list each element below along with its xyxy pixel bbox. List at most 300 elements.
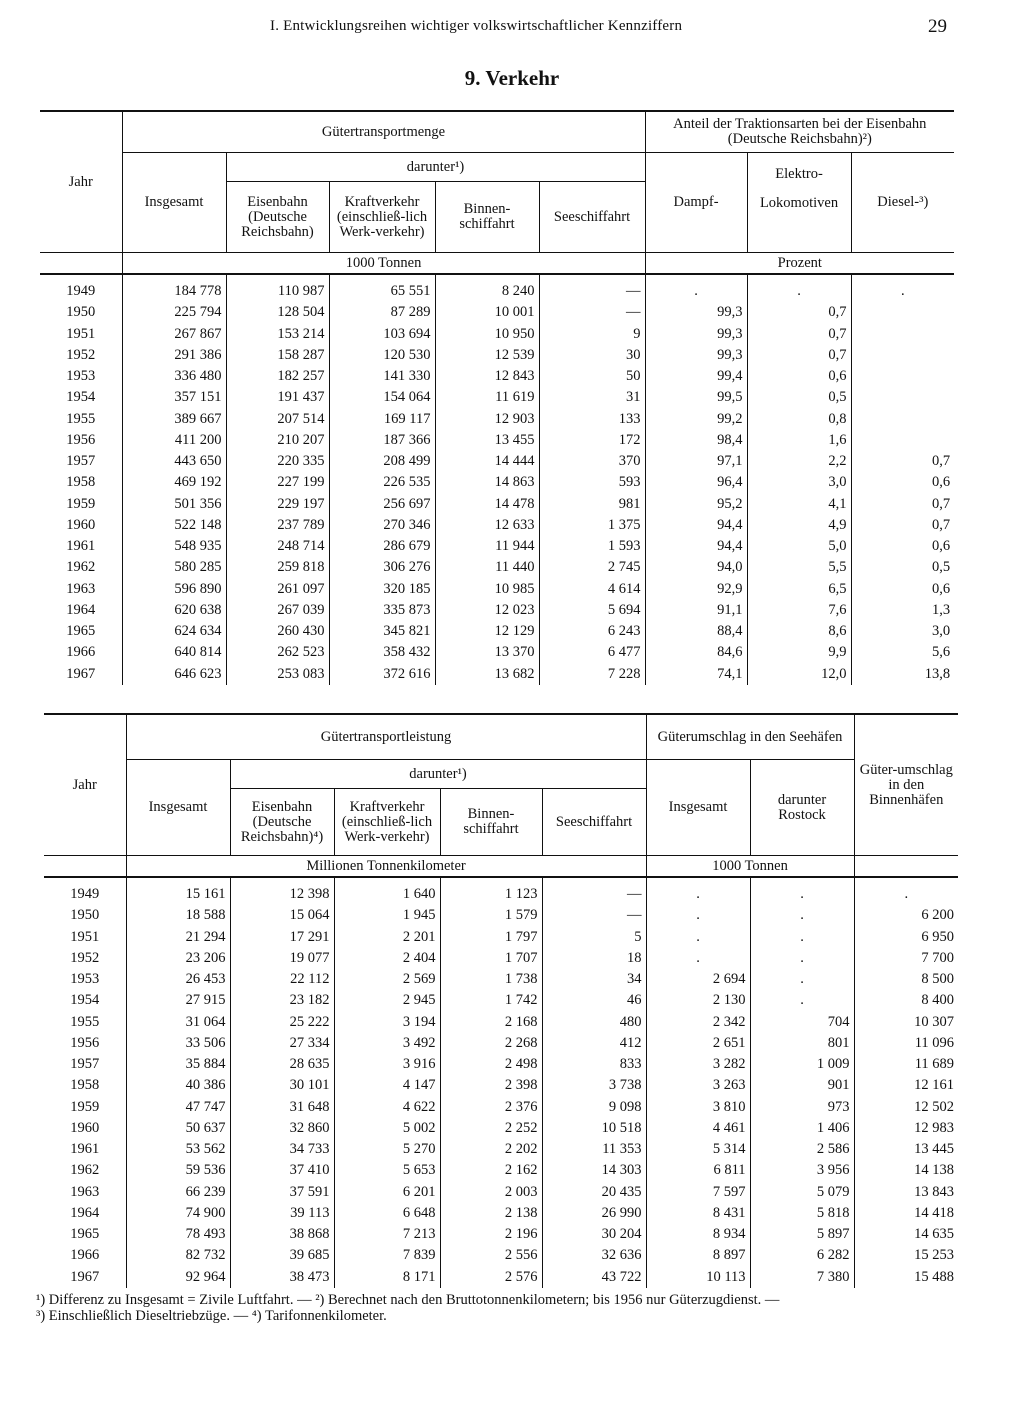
value-cell: 2 138 — [440, 1203, 542, 1224]
table-row — [44, 927, 958, 948]
value-cell: 0,6 — [931, 580, 951, 597]
value-cell: 259 818 — [226, 557, 329, 578]
value-cell: 8 171 — [334, 1267, 440, 1288]
value-cell: 620 638 — [122, 600, 226, 621]
value-cell: 7 380 — [750, 1267, 854, 1288]
value-cell: 38 473 — [230, 1267, 334, 1288]
col-header-diesel: Diesel-³) — [877, 194, 929, 210]
value-cell: 1 797 — [440, 927, 542, 948]
value-cell: 8 400 — [921, 992, 955, 1009]
value-cell: 267 039 — [226, 600, 329, 621]
value-cell: 31 — [539, 387, 645, 408]
value-cell: 12,0 — [747, 664, 851, 685]
unit-label-right: Prozent — [645, 253, 954, 275]
value-cell: 411 200 — [122, 430, 226, 451]
value-cell: 306 276 — [329, 557, 435, 578]
value-cell: 59 536 — [126, 1160, 230, 1181]
value-cell: 33 506 — [126, 1033, 230, 1054]
value-cell: 133 — [539, 409, 645, 430]
col-header-total: Insgesamt — [126, 760, 230, 856]
value-cell: 13 445 — [914, 1141, 955, 1158]
value-cell: 1 738 — [440, 969, 542, 990]
value-cell: 191 437 — [226, 387, 329, 408]
year-cell: 1953 — [44, 969, 126, 990]
value-cell: 335 873 — [329, 600, 435, 621]
value-cell: 580 285 — [122, 557, 226, 578]
value-cell: 3,0 — [747, 472, 851, 493]
value-cell: 0,6 — [931, 538, 951, 555]
year-cell: 1954 — [44, 990, 126, 1011]
value-cell: 32 636 — [542, 1245, 646, 1266]
value-cell: 99,4 — [645, 366, 747, 387]
value-cell: 169 117 — [329, 409, 435, 430]
value-cell: 11 096 — [914, 1034, 955, 1051]
value-cell: 1 707 — [440, 948, 542, 969]
value-cell — [851, 387, 954, 408]
value-cell: 14 138 — [914, 1162, 955, 1179]
table-row — [40, 387, 954, 408]
value-cell: 286 679 — [329, 536, 435, 557]
value-cell: 5 079 — [750, 1182, 854, 1203]
value-cell — [851, 324, 954, 345]
value-cell: 28 635 — [230, 1054, 334, 1075]
value-cell: 480 — [542, 1012, 646, 1033]
value-cell: 27 334 — [230, 1033, 334, 1054]
value-cell: 2 130 — [646, 990, 750, 1011]
value-cell: 261 097 — [226, 579, 329, 600]
value-cell: 94,0 — [645, 557, 747, 578]
value-cell: 20 435 — [542, 1182, 646, 1203]
value-cell: 14 635 — [914, 1226, 955, 1243]
value-cell: 27 915 — [126, 990, 230, 1011]
value-cell: 37 410 — [230, 1160, 334, 1181]
value-cell: 19 077 — [230, 948, 334, 969]
value-cell: 253 083 — [226, 664, 329, 685]
value-cell: . — [646, 927, 750, 948]
value-cell: 207 514 — [226, 409, 329, 430]
value-cell: 10 985 — [435, 579, 539, 600]
value-cell: 2 945 — [334, 990, 440, 1011]
value-cell: 34 733 — [230, 1139, 334, 1160]
value-cell: 13 370 — [435, 642, 539, 663]
table-row — [44, 1182, 958, 1203]
value-cell: 15 064 — [230, 905, 334, 926]
year-cell: 1964 — [40, 600, 122, 621]
value-cell: 2 569 — [334, 969, 440, 990]
value-cell: 443 650 — [122, 451, 226, 472]
value-cell: 640 814 — [122, 642, 226, 663]
value-cell: 14 418 — [914, 1204, 955, 1221]
year-cell: 1965 — [44, 1224, 126, 1245]
value-cell: . — [750, 948, 854, 969]
value-cell: 2 404 — [334, 948, 440, 969]
value-cell: . — [750, 990, 854, 1011]
value-cell: 12 129 — [435, 621, 539, 642]
value-cell: 34 — [542, 969, 646, 990]
value-cell: 13 843 — [914, 1183, 955, 1200]
table-row — [40, 515, 954, 536]
table-row — [40, 536, 954, 557]
value-cell: 18 588 — [126, 905, 230, 926]
value-cell: 7,6 — [747, 600, 851, 621]
value-cell: 99,3 — [645, 324, 747, 345]
value-cell: 14 303 — [542, 1160, 646, 1181]
year-cell: 1949 — [40, 274, 122, 302]
value-cell: 22 112 — [230, 969, 334, 990]
freight-performance-table — [44, 713, 958, 1288]
value-cell: 0,6 — [747, 366, 851, 387]
section-title: 9. Verkehr — [464, 66, 560, 90]
value-cell: 12 502 — [914, 1098, 955, 1115]
value-cell: 5 653 — [334, 1160, 440, 1181]
table-row — [40, 345, 954, 366]
value-cell: 35 884 — [126, 1054, 230, 1075]
value-cell: 50 — [539, 366, 645, 387]
value-cell: 320 185 — [329, 579, 435, 600]
value-cell: 2 398 — [440, 1075, 542, 1096]
value-cell: 95,2 — [645, 494, 747, 515]
table-row — [44, 990, 958, 1011]
value-cell: 40 386 — [126, 1075, 230, 1096]
value-cell: 4 622 — [334, 1097, 440, 1118]
value-cell: 5,6 — [931, 644, 951, 661]
col-header-rostock: darunter Rostock — [750, 760, 854, 856]
year-cell: 1962 — [44, 1160, 126, 1181]
year-cell: 1957 — [40, 451, 122, 472]
year-cell: 1953 — [40, 366, 122, 387]
value-cell: 412 — [542, 1033, 646, 1054]
value-cell: 39 685 — [230, 1245, 334, 1266]
value-cell: 31 648 — [230, 1097, 334, 1118]
value-cell: 99,3 — [645, 345, 747, 366]
value-cell: 901 — [750, 1075, 854, 1096]
value-cell: 227 199 — [226, 472, 329, 493]
value-cell: 74,1 — [645, 664, 747, 685]
table-row — [40, 366, 954, 387]
value-cell: 6 648 — [334, 1203, 440, 1224]
value-cell: 2 576 — [440, 1267, 542, 1288]
value-cell: 14 863 — [435, 472, 539, 493]
value-cell: 2 342 — [646, 1012, 750, 1033]
value-cell: 0,7 — [747, 345, 851, 366]
table-row — [40, 324, 954, 345]
value-cell: 1 640 — [334, 877, 440, 905]
year-cell: 1963 — [44, 1182, 126, 1203]
group-header-freight-volume: Gütertransportmenge — [122, 111, 645, 153]
value-cell: 1 579 — [440, 905, 542, 926]
footnote-line-2: ³) Einschließlich Dieseltriebzüge. — ⁴) Tarifonnenkilometer. — [36, 1308, 387, 1324]
year-cell: 1951 — [44, 927, 126, 948]
value-cell: 182 257 — [226, 366, 329, 387]
value-cell: 7 839 — [334, 1245, 440, 1266]
value-cell: 1 375 — [539, 515, 645, 536]
table-row — [44, 1267, 958, 1288]
group-header-traction: Anteil der Traktionsarten bei der Eisenbahn (Deutsche Reichsbahn)²) — [645, 111, 954, 153]
year-cell: 1959 — [40, 494, 122, 515]
value-cell: 0,5 — [931, 559, 951, 576]
value-cell: 99,2 — [645, 409, 747, 430]
value-cell: 92 964 — [126, 1267, 230, 1288]
value-cell: 5 694 — [539, 600, 645, 621]
table-row — [44, 1097, 958, 1118]
value-cell: . — [747, 274, 851, 302]
value-cell: 154 064 — [329, 387, 435, 408]
year-cell: 1961 — [44, 1139, 126, 1160]
value-cell: 370 — [539, 451, 645, 472]
table-row — [44, 905, 958, 926]
value-cell: 345 821 — [329, 621, 435, 642]
year-cell: 1950 — [40, 302, 122, 323]
value-cell: 12 633 — [435, 515, 539, 536]
year-cell: 1952 — [44, 948, 126, 969]
value-cell: 7 597 — [646, 1182, 750, 1203]
value-cell: 23 206 — [126, 948, 230, 969]
year-header: Jahr — [44, 714, 126, 856]
value-cell: 37 591 — [230, 1182, 334, 1203]
freight-volume-table — [40, 110, 954, 685]
value-cell: . — [645, 274, 747, 302]
value-cell: 2 376 — [440, 1097, 542, 1118]
value-cell — [851, 345, 954, 366]
value-cell: 358 432 — [329, 642, 435, 663]
value-cell: 357 151 — [122, 387, 226, 408]
value-cell: 5 897 — [750, 1224, 854, 1245]
value-cell: 3,0 — [931, 623, 951, 640]
value-cell: 38 868 — [230, 1224, 334, 1245]
year-cell: 1962 — [40, 557, 122, 578]
value-cell: 3 282 — [646, 1054, 750, 1075]
value-cell: 2 252 — [440, 1118, 542, 1139]
value-cell: 25 222 — [230, 1012, 334, 1033]
value-cell: 6 200 — [921, 907, 955, 924]
value-cell: . — [646, 877, 750, 905]
value-cell: 3 263 — [646, 1075, 750, 1096]
value-cell: 5 — [542, 927, 646, 948]
value-cell: — — [539, 274, 645, 302]
value-cell: 103 694 — [329, 324, 435, 345]
value-cell: 43 722 — [542, 1267, 646, 1288]
value-cell: 0,7 — [931, 495, 951, 512]
year-cell: 1967 — [44, 1267, 126, 1288]
subgroup-header-darunter: darunter¹) — [230, 760, 646, 789]
table-row — [44, 1139, 958, 1160]
year-cell: 1960 — [40, 515, 122, 536]
col-header-sea-shipping: Seeschiffahrt — [539, 182, 645, 253]
year-cell: 1950 — [44, 905, 126, 926]
value-cell: 9 098 — [542, 1097, 646, 1118]
value-cell: 94,4 — [645, 536, 747, 557]
page-number: 29 — [928, 16, 947, 37]
value-cell: 3 194 — [334, 1012, 440, 1033]
value-cell: 2 556 — [440, 1245, 542, 1266]
value-cell: 1 123 — [440, 877, 542, 905]
value-cell: . — [646, 948, 750, 969]
value-cell: 3 956 — [750, 1160, 854, 1181]
value-cell: 2 745 — [539, 557, 645, 578]
value-cell: 153 214 — [226, 324, 329, 345]
year-cell: 1955 — [44, 1012, 126, 1033]
table-row — [44, 1033, 958, 1054]
year-cell: 1952 — [40, 345, 122, 366]
value-cell: 973 — [750, 1097, 854, 1118]
value-cell: — — [539, 302, 645, 323]
value-cell: 220 335 — [226, 451, 329, 472]
value-cell: — — [542, 877, 646, 905]
value-cell: 88,4 — [645, 621, 747, 642]
table-row — [40, 274, 954, 302]
year-cell: 1963 — [40, 579, 122, 600]
year-cell: 1955 — [40, 409, 122, 430]
table-row — [44, 1118, 958, 1139]
value-cell: 10 950 — [435, 324, 539, 345]
value-cell: 15 161 — [126, 877, 230, 905]
value-cell: 12 023 — [435, 600, 539, 621]
value-cell: 1 593 — [539, 536, 645, 557]
col-header-seaport-total: Insgesamt — [646, 760, 750, 856]
value-cell: . — [646, 905, 750, 926]
col-header-inland-ports: Güter-umschlag in den Binnenhäfen — [859, 761, 953, 808]
value-cell: . — [904, 886, 909, 903]
value-cell: 2 651 — [646, 1033, 750, 1054]
value-cell: 389 667 — [122, 409, 226, 430]
value-cell: 141 330 — [329, 366, 435, 387]
unit-label-right: 1000 Tonnen — [646, 856, 854, 878]
value-cell: 12 161 — [914, 1077, 955, 1094]
value-cell: 17 291 — [230, 927, 334, 948]
col-header-total: Insgesamt — [122, 153, 226, 253]
value-cell: 833 — [542, 1054, 646, 1075]
value-cell: 110 987 — [226, 274, 329, 302]
value-cell: 7 228 — [539, 664, 645, 685]
value-cell: 262 523 — [226, 642, 329, 663]
table-row — [44, 1075, 958, 1096]
value-cell: 14 478 — [435, 494, 539, 515]
value-cell: 10 518 — [542, 1118, 646, 1139]
value-cell: 1,6 — [747, 430, 851, 451]
value-cell: 1 742 — [440, 990, 542, 1011]
table-row — [40, 430, 954, 451]
value-cell: 74 900 — [126, 1203, 230, 1224]
value-cell: 0,7 — [931, 516, 951, 533]
group-header-freight-performance: Gütertransportleistung — [126, 714, 646, 760]
value-cell: 99,3 — [645, 302, 747, 323]
value-cell: 184 778 — [122, 274, 226, 302]
table-row — [40, 472, 954, 493]
year-cell: 1960 — [44, 1118, 126, 1139]
value-cell: 7 700 — [921, 949, 955, 966]
value-cell: 226 535 — [329, 472, 435, 493]
value-cell: 0,7 — [747, 302, 851, 323]
col-header-road: Kraftverkehr (einschließ-lich Werk-verkehr) — [329, 182, 435, 253]
value-cell: 53 562 — [126, 1139, 230, 1160]
value-cell: 2 201 — [334, 927, 440, 948]
value-cell: 5 002 — [334, 1118, 440, 1139]
value-cell — [851, 302, 954, 323]
value-cell: 270 346 — [329, 515, 435, 536]
value-cell: . — [750, 877, 854, 905]
value-cell: 120 530 — [329, 345, 435, 366]
group-header-seaports: Güterumschlag in den Seehäfen — [646, 714, 854, 760]
value-cell: 593 — [539, 472, 645, 493]
value-cell: 4,9 — [747, 515, 851, 536]
value-cell: 2 694 — [646, 969, 750, 990]
value-cell: 229 197 — [226, 494, 329, 515]
table-row — [40, 579, 954, 600]
year-cell: 1966 — [44, 1245, 126, 1266]
year-cell: 1957 — [44, 1054, 126, 1075]
value-cell: 32 860 — [230, 1118, 334, 1139]
value-cell: 208 499 — [329, 451, 435, 472]
value-cell: 5,5 — [747, 557, 851, 578]
year-cell: 1965 — [40, 621, 122, 642]
value-cell: 225 794 — [122, 302, 226, 323]
table-row — [44, 877, 958, 905]
table-row — [40, 557, 954, 578]
col-header-inland-shipping: Binnen-schiffahrt — [440, 789, 542, 856]
value-cell: 10 113 — [646, 1267, 750, 1288]
running-header: I. Entwicklungsreihen wichtiger volkswirtschaftlicher Kennziffern — [270, 18, 683, 34]
value-cell: 6 950 — [921, 928, 955, 945]
year-cell: 1964 — [44, 1203, 126, 1224]
value-cell: 9,9 — [747, 642, 851, 663]
value-cell: 21 294 — [126, 927, 230, 948]
value-cell: 5,0 — [747, 536, 851, 557]
year-cell: 1958 — [40, 472, 122, 493]
value-cell: . — [750, 905, 854, 926]
year-cell: 1967 — [40, 664, 122, 685]
col-header-road: Kraftverkehr (einschließ-lich Werk-verkehr) — [334, 789, 440, 856]
value-cell: 11 944 — [435, 536, 539, 557]
value-cell: 15 253 — [914, 1247, 955, 1264]
col-header-inland-shipping: Binnen-schiffahrt — [435, 182, 539, 253]
value-cell: 2 003 — [440, 1182, 542, 1203]
value-cell: 256 697 — [329, 494, 435, 515]
unit-label-left: 1000 Tonnen — [122, 253, 645, 275]
table-row — [44, 1160, 958, 1181]
value-cell: 78 493 — [126, 1224, 230, 1245]
value-cell — [851, 430, 954, 451]
value-cell: 2 202 — [440, 1139, 542, 1160]
value-cell: 0,6 — [931, 474, 951, 491]
value-cell: 248 714 — [226, 536, 329, 557]
value-cell: 6 811 — [646, 1160, 750, 1181]
table-row — [40, 409, 954, 430]
footnote-line-1: ¹) Differenz zu Insgesamt = Zivile Luftfahrt. — ²) Berechnet nach den Bruttotonnenkilometern; bis 1956 nur Güterzugdienst. — — [36, 1292, 780, 1308]
value-cell: 2 268 — [440, 1033, 542, 1054]
year-cell: 1956 — [44, 1033, 126, 1054]
value-cell: 98,4 — [645, 430, 747, 451]
value-cell: 336 480 — [122, 366, 226, 387]
value-cell: 596 890 — [122, 579, 226, 600]
value-cell: 8 500 — [921, 971, 955, 988]
value-cell: 39 113 — [230, 1203, 334, 1224]
value-cell: 0,5 — [747, 387, 851, 408]
table-row — [44, 1224, 958, 1245]
value-cell: . — [750, 927, 854, 948]
value-cell: 10 307 — [914, 1013, 955, 1030]
value-cell: 8 897 — [646, 1245, 750, 1266]
value-cell: 11 619 — [435, 387, 539, 408]
value-cell: 50 637 — [126, 1118, 230, 1139]
value-cell: 2 498 — [440, 1054, 542, 1075]
value-cell: 260 430 — [226, 621, 329, 642]
value-cell: 26 990 — [542, 1203, 646, 1224]
value-cell: 4 614 — [539, 579, 645, 600]
value-cell: 14 444 — [435, 451, 539, 472]
value-cell: 18 — [542, 948, 646, 969]
year-cell: 1954 — [40, 387, 122, 408]
value-cell: 84,6 — [645, 642, 747, 663]
